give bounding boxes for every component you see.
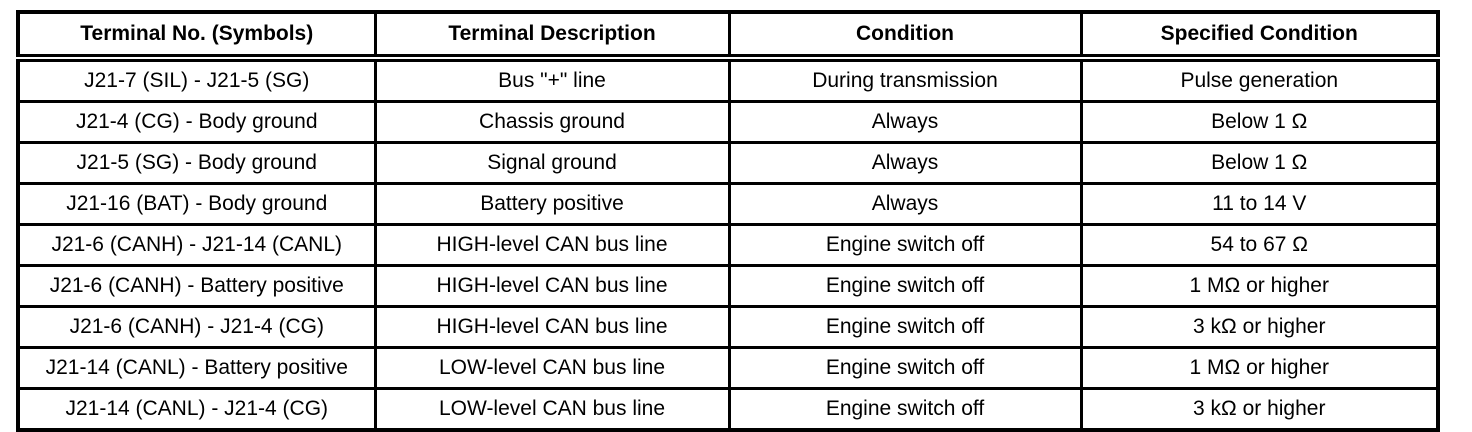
table-cell: 3 kΩ or higher <box>1081 389 1438 431</box>
table-row <box>18 389 1438 431</box>
table-cell: 54 to 67 Ω <box>1081 225 1438 266</box>
table-cell: J21-14 (CANL) - J21-4 (CG) <box>18 389 375 431</box>
table-row <box>18 58 1438 102</box>
column-header-terminal-no: Terminal No. (Symbols) <box>18 12 375 58</box>
table-cell: 3 kΩ or higher <box>1081 307 1438 348</box>
table-cell: J21-6 (CANH) - Battery positive <box>18 266 375 307</box>
table-cell: 1 MΩ or higher <box>1081 348 1438 389</box>
table-row <box>18 184 1438 225</box>
table-cell: J21-5 (SG) - Body ground <box>18 143 375 184</box>
table-header <box>18 12 1438 58</box>
table-cell: LOW-level CAN bus line <box>375 389 729 431</box>
table-cell: HIGH-level CAN bus line <box>375 266 729 307</box>
table-row <box>18 266 1438 307</box>
table-cell: Always <box>729 143 1081 184</box>
table-cell: Bus "+" line <box>375 58 729 102</box>
table-cell: Engine switch off <box>729 266 1081 307</box>
table-cell: During transmission <box>729 58 1081 102</box>
table-cell: HIGH-level CAN bus line <box>375 225 729 266</box>
table-row <box>18 143 1438 184</box>
table-body <box>18 58 1438 430</box>
table-cell: J21-14 (CANL) - Battery positive <box>18 348 375 389</box>
table-row <box>18 102 1438 143</box>
header-row <box>18 12 1438 58</box>
column-header-specified-condition: Specified Condition <box>1081 12 1438 58</box>
table-cell: Below 1 Ω <box>1081 102 1438 143</box>
table-cell: J21-6 (CANH) - J21-4 (CG) <box>18 307 375 348</box>
table-cell: Engine switch off <box>729 307 1081 348</box>
table-cell: Engine switch off <box>729 348 1081 389</box>
table-row <box>18 307 1438 348</box>
table-cell: 11 to 14 V <box>1081 184 1438 225</box>
table-cell: J21-16 (BAT) - Body ground <box>18 184 375 225</box>
table-cell: LOW-level CAN bus line <box>375 348 729 389</box>
terminal-spec-table <box>16 10 1440 432</box>
table-row <box>18 348 1438 389</box>
table-cell: Always <box>729 184 1081 225</box>
table-cell: Engine switch off <box>729 225 1081 266</box>
table-cell: J21-6 (CANH) - J21-14 (CANL) <box>18 225 375 266</box>
table-cell: J21-7 (SIL) - J21-5 (SG) <box>18 58 375 102</box>
table-cell: 1 MΩ or higher <box>1081 266 1438 307</box>
table-cell: Signal ground <box>375 143 729 184</box>
table-cell: Chassis ground <box>375 102 729 143</box>
table-cell: J21-4 (CG) - Body ground <box>18 102 375 143</box>
table-cell: Below 1 Ω <box>1081 143 1438 184</box>
column-header-terminal-description: Terminal Description <box>375 12 729 58</box>
table-cell: Pulse generation <box>1081 58 1438 102</box>
table-cell: Engine switch off <box>729 389 1081 431</box>
table-cell: HIGH-level CAN bus line <box>375 307 729 348</box>
table-cell: Always <box>729 102 1081 143</box>
table-cell: Battery positive <box>375 184 729 225</box>
column-header-condition: Condition <box>729 12 1081 58</box>
table-row <box>18 225 1438 266</box>
